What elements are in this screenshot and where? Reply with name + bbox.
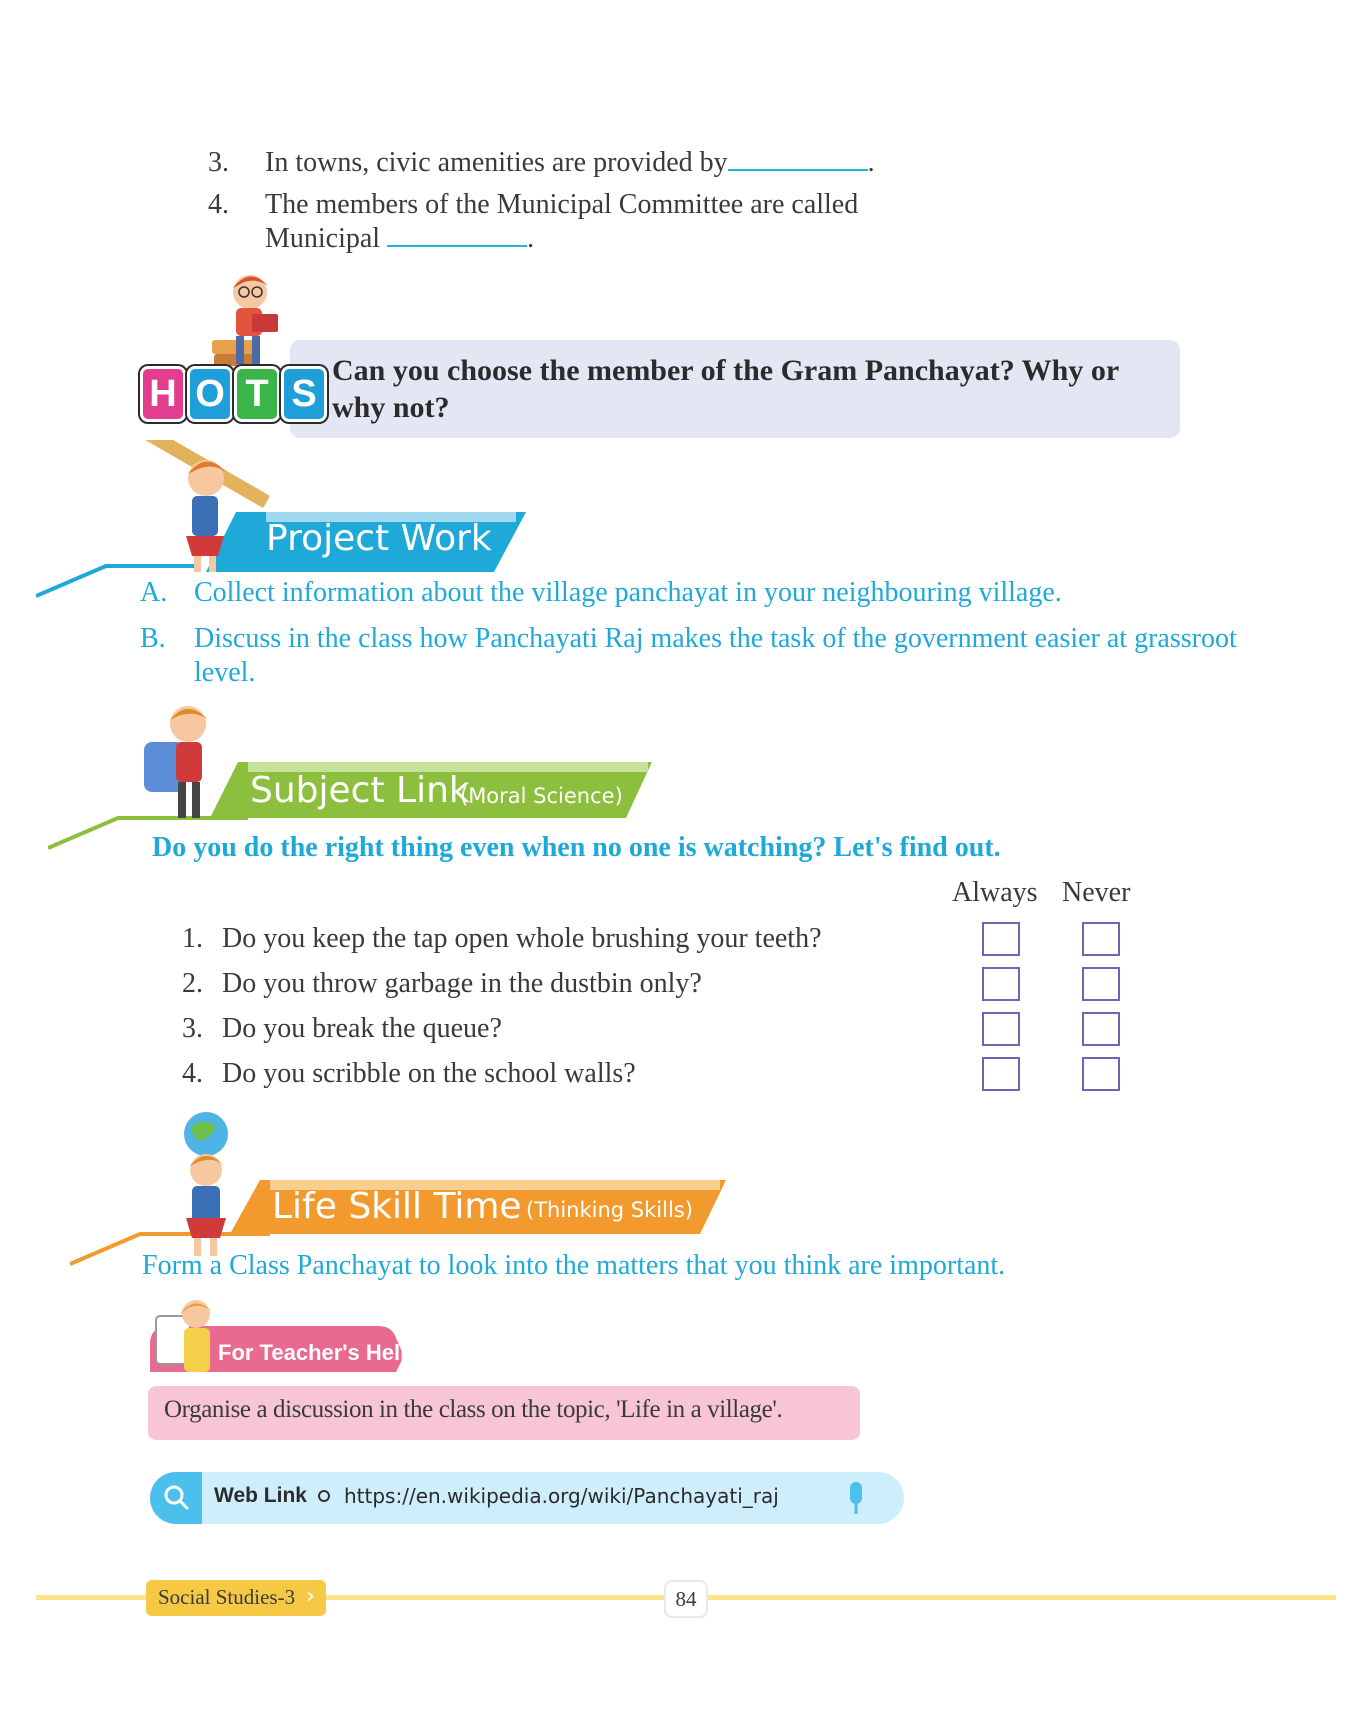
checklist-question: Do you break the queue? bbox=[222, 1013, 502, 1044]
question-4-text bbox=[265, 188, 945, 256]
question-3 bbox=[208, 146, 229, 180]
checklist-number: 3. bbox=[182, 1013, 203, 1044]
checkbox-always[interactable] bbox=[982, 922, 1020, 956]
answer-blank[interactable] bbox=[387, 245, 527, 247]
chevron-right-icon: › bbox=[306, 1584, 315, 1609]
checklist-number: 2. bbox=[182, 968, 203, 999]
question-4 bbox=[208, 188, 229, 222]
reading-boy-illustration bbox=[200, 270, 290, 380]
project-item-letter: B. bbox=[140, 623, 166, 654]
checklist-number: 1. bbox=[182, 923, 203, 954]
subject-link-subtitle: (Moral Science) bbox=[460, 784, 623, 808]
hots-letter-t: T bbox=[234, 366, 280, 422]
teacher-help-title: For Teacher's Help bbox=[218, 1340, 414, 1365]
checkbox-always[interactable] bbox=[982, 967, 1020, 1001]
hots-question: Can you choose the member of the Gram Panchayat? Why or why not? bbox=[332, 354, 1119, 424]
answer-blank[interactable] bbox=[728, 169, 868, 171]
hots-letter-h: H bbox=[140, 366, 186, 422]
checklist-number: 4. bbox=[182, 1058, 203, 1089]
web-link-label: Web Link bbox=[214, 1484, 307, 1507]
checkbox-never[interactable] bbox=[1082, 1012, 1120, 1046]
web-link-url[interactable]: https://en.wikipedia.org/wiki/Panchayati_raj bbox=[344, 1484, 779, 1508]
project-item-letter: A. bbox=[140, 577, 168, 608]
project-item-a: Collect information about the village panchayat in your neighbouring village. bbox=[194, 577, 1062, 608]
checkbox-never[interactable] bbox=[1082, 967, 1120, 1001]
checklist-question: Do you throw garbage in the dustbin only? bbox=[222, 968, 702, 999]
project-work-title: Project Work bbox=[266, 518, 492, 559]
page-number: 84 bbox=[664, 1580, 708, 1618]
subject-link-title: Subject Link bbox=[250, 770, 470, 811]
question-text: The members of the Municipal Committee are called bbox=[265, 189, 859, 220]
teacher-help-text: Organise a discussion in the class on the topic, 'Life in a village'. bbox=[164, 1396, 783, 1423]
question-text: In towns, civic amenities are provided by bbox=[265, 147, 728, 178]
project-item-b: Discuss in the class how Panchayati Raj makes the task of the government easier at grassroot level. bbox=[194, 623, 1237, 688]
microphone-icon[interactable] bbox=[846, 1480, 866, 1518]
life-skill-title: Life Skill Time bbox=[272, 1186, 522, 1227]
checkbox-always[interactable] bbox=[982, 1057, 1020, 1091]
column-header-always: Always bbox=[952, 877, 1038, 908]
footer-book-title: Social Studies-3 bbox=[158, 1585, 296, 1609]
question-number: 3. bbox=[208, 147, 229, 178]
checklist-question: Do you keep the tap open whole brushing your teeth? bbox=[222, 923, 822, 954]
hots-logo bbox=[140, 366, 328, 422]
question-text-line2: Municipal bbox=[265, 223, 381, 254]
life-skill-text: Form a Class Panchayat to look into the matters that you think are important. bbox=[142, 1250, 1006, 1281]
subject-link-question: Do you do the right thing even when no one is watching? Let's find out. bbox=[152, 832, 1001, 863]
radio-circle-icon bbox=[318, 1490, 330, 1502]
hots-letter-o: O bbox=[187, 366, 233, 422]
question-3-text bbox=[265, 146, 875, 180]
checklist-question: Do you scribble on the school walls? bbox=[222, 1058, 636, 1089]
question-number: 4. bbox=[208, 189, 229, 220]
checkbox-never[interactable] bbox=[1082, 1057, 1120, 1091]
web-link-search-button[interactable] bbox=[150, 1472, 202, 1524]
hots-letter-s: S bbox=[281, 366, 327, 422]
checkbox-never[interactable] bbox=[1082, 922, 1120, 956]
search-icon bbox=[150, 1472, 202, 1524]
question-tail: . bbox=[527, 223, 535, 254]
checkbox-always[interactable] bbox=[982, 1012, 1020, 1046]
life-skill-subtitle: (Thinking Skills) bbox=[526, 1198, 693, 1222]
column-header-never: Never bbox=[1062, 877, 1131, 908]
question-tail: . bbox=[867, 147, 875, 178]
